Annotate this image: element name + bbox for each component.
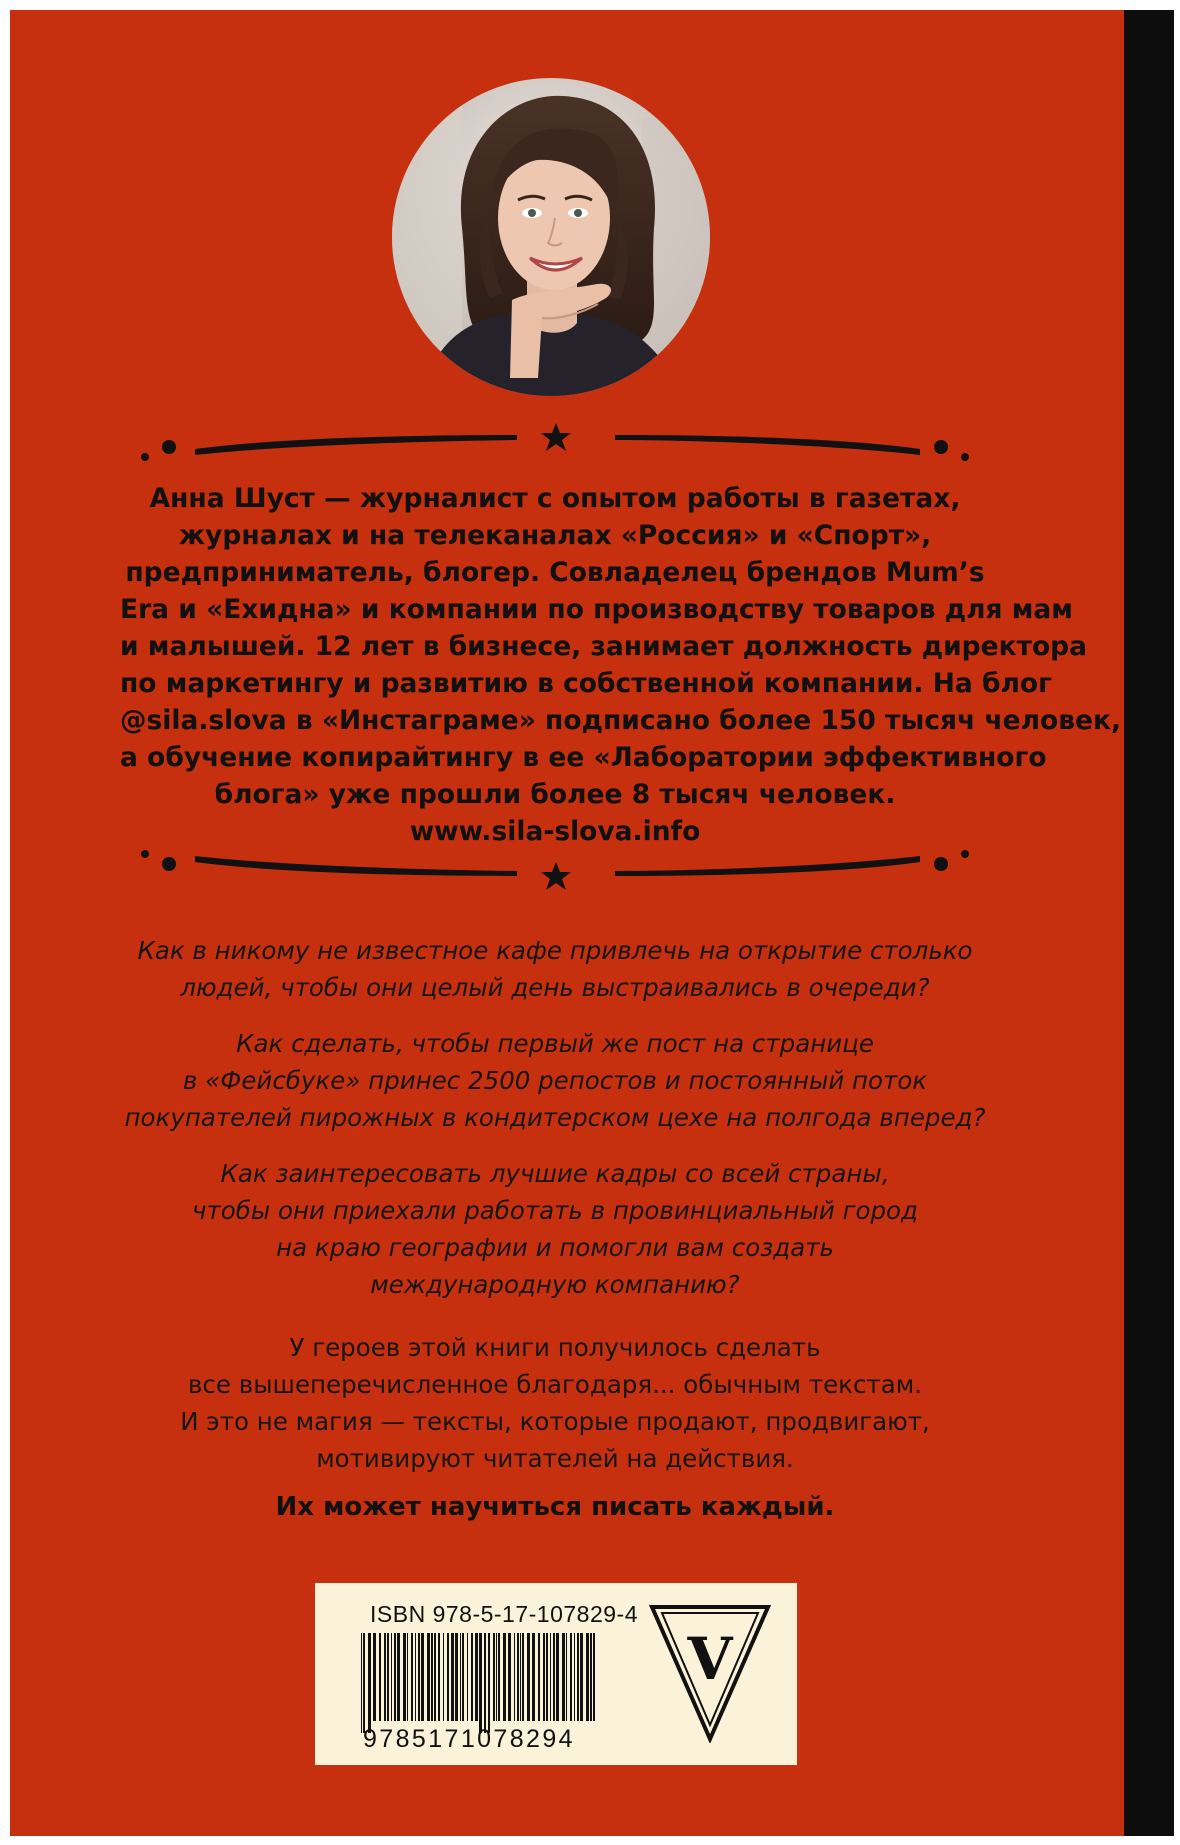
- barcode-bar: [403, 1633, 406, 1721]
- barcode-icon: [361, 1633, 601, 1733]
- top-ornament-divider: [135, 413, 975, 473]
- barcode-bar: [394, 1633, 396, 1721]
- barcode-bar: [411, 1633, 413, 1721]
- barcode-bar: [455, 1633, 458, 1721]
- barcode-bar: [418, 1633, 420, 1721]
- barcode-bar: [522, 1633, 524, 1721]
- question-line: покупателей пирожных в кондитерском цехе на полгода вперед?: [124, 1103, 986, 1132]
- barcode-bar: [475, 1633, 478, 1721]
- star-icon: [541, 423, 571, 451]
- barcode-bar: [467, 1633, 468, 1721]
- barcode-bar: [577, 1633, 579, 1721]
- barcode-bar: [503, 1633, 506, 1721]
- barcode-bar: [586, 1633, 589, 1721]
- question-paragraph: [110, 1155, 1000, 1303]
- publisher-logo-letter: V: [687, 1625, 733, 1693]
- barcode-bar: [384, 1633, 386, 1721]
- barcode-bar: [421, 1633, 424, 1721]
- barcode-bar: [498, 1633, 500, 1721]
- barcode-bar: [496, 1633, 497, 1721]
- author-portrait: [392, 78, 710, 396]
- bio-line: @sila.slova в «Инстаграме» подписано более 150 тысяч человек,: [120, 705, 1122, 736]
- barcode-bar: [462, 1633, 464, 1721]
- question-line: людей, чтобы они целый день выстраивались в очереди?: [180, 973, 930, 1002]
- bio-line: по маркетингу и развитию в собственной компании. На блог: [120, 668, 1052, 699]
- barcode-panel: [315, 1583, 797, 1765]
- bio-line: предприниматель, блогер. Совладелец брендов Mum’s: [125, 557, 985, 588]
- question-line: международную компанию?: [370, 1270, 740, 1299]
- bio-line: а обучение копирайтингу в ее «Лаборатории эффективного: [120, 742, 1047, 773]
- barcode-bar: [543, 1633, 545, 1721]
- barcode-bar: [434, 1633, 436, 1721]
- barcode-bar: [493, 1633, 495, 1721]
- barcode-bar: [556, 1633, 559, 1721]
- barcode-bar: [580, 1633, 583, 1721]
- barcode-bar: [451, 1633, 454, 1721]
- questions-block: [110, 932, 1000, 1322]
- bottom-ornament-divider: [135, 840, 975, 900]
- question-paragraph: [110, 1025, 1000, 1136]
- barcode-bar: [443, 1633, 444, 1721]
- barcode-bar: [570, 1633, 572, 1721]
- barcode-bar: [590, 1633, 592, 1721]
- spine-edge: [1124, 10, 1174, 1836]
- barcode-bar: [508, 1633, 511, 1721]
- ean-digits: 9785171078294: [363, 1725, 575, 1753]
- barcode-bar: [532, 1633, 535, 1721]
- barcode-bar: [379, 1633, 381, 1721]
- blurb-line: И это не магия — тексты, которые продают, продвигают,: [180, 1407, 930, 1436]
- barcode-bar: [520, 1633, 521, 1721]
- barcode-bar: [361, 1633, 362, 1733]
- publisher-logo-icon: [648, 1601, 772, 1743]
- bio-line: блога» уже прошли более 8 тысяч человек.: [214, 779, 896, 810]
- blurb-line: мотивируют читателей на действия.: [316, 1444, 794, 1473]
- question-line: в «Фейсбуке» принес 2500 репостов и постоянный поток: [182, 1066, 928, 1095]
- barcode-bar: [431, 1633, 433, 1721]
- barcode-bar: [407, 1633, 408, 1721]
- barcode-bar: [447, 1633, 449, 1721]
- barcode-bar: [387, 1633, 389, 1721]
- barcode-bar: [460, 1633, 461, 1721]
- closing-tagline: Их может научиться писать каждый.: [275, 1492, 835, 1522]
- barcode-bar: [553, 1633, 555, 1721]
- barcode-bar: [397, 1633, 400, 1721]
- barcode-bar: [488, 1633, 490, 1733]
- isbn-label: ISBN 978-5-17-107829-4: [370, 1601, 638, 1627]
- barcode-bar: [471, 1633, 473, 1721]
- barcode-bar: [593, 1633, 595, 1721]
- barcode-bar: [427, 1633, 430, 1721]
- barcode-bar: [391, 1633, 392, 1721]
- question-line: чтобы они приехали работать в провинциальный город: [192, 1196, 918, 1225]
- barcode-bar: [479, 1633, 482, 1733]
- barcode-bar: [546, 1633, 548, 1721]
- question-paragraph: [110, 932, 1000, 1006]
- question-line: на краю географии и помогли вам создать: [276, 1233, 834, 1262]
- barcode-bar: [415, 1633, 416, 1721]
- question-line: Как заинтересовать лучшие кадры со всей страны,: [220, 1159, 890, 1188]
- barcode-bar: [562, 1633, 565, 1721]
- question-line: Как сделать, чтобы первый же пост на странице: [236, 1029, 874, 1058]
- blurb-paragraph: [110, 1329, 1000, 1477]
- barcode-bar: [517, 1633, 519, 1721]
- barcode-bar: [538, 1633, 540, 1721]
- bio-line: и малышей. 12 лет в бизнесе, занимает должность директора: [120, 631, 1088, 662]
- bio-line: журналах и на телеканалах «Россия» и «Спорт»,: [178, 520, 932, 551]
- barcode-bar: [368, 1633, 371, 1733]
- bio-line: Анна Шуст — журналист с опытом работы в газетах,: [149, 483, 961, 514]
- bio-line: Era и «Ехидна» и компании по производству товаров для мам: [120, 594, 1073, 625]
- barcode-bar: [550, 1633, 551, 1721]
- barcode-bar: [438, 1633, 440, 1721]
- question-line: Как в никому не известное кафе привлечь на открытие столько: [137, 936, 973, 965]
- author-bio: [120, 480, 1122, 850]
- barcode-bar: [484, 1633, 486, 1733]
- author-website: www.sila-slova.info: [409, 816, 701, 847]
- star-icon: [541, 862, 571, 890]
- barcode-bar: [363, 1633, 365, 1733]
- blurb-line: У героев этой книги получилось сделать: [289, 1333, 821, 1362]
- barcode-bar: [514, 1633, 515, 1721]
- barcode-bar: [574, 1633, 575, 1721]
- barcode-bar: [527, 1633, 530, 1721]
- barcode-bar: [373, 1633, 376, 1721]
- barcode-bar: [566, 1633, 567, 1721]
- blurb-line: все вышеперечисленное благодаря... обычным текстам.: [187, 1370, 922, 1399]
